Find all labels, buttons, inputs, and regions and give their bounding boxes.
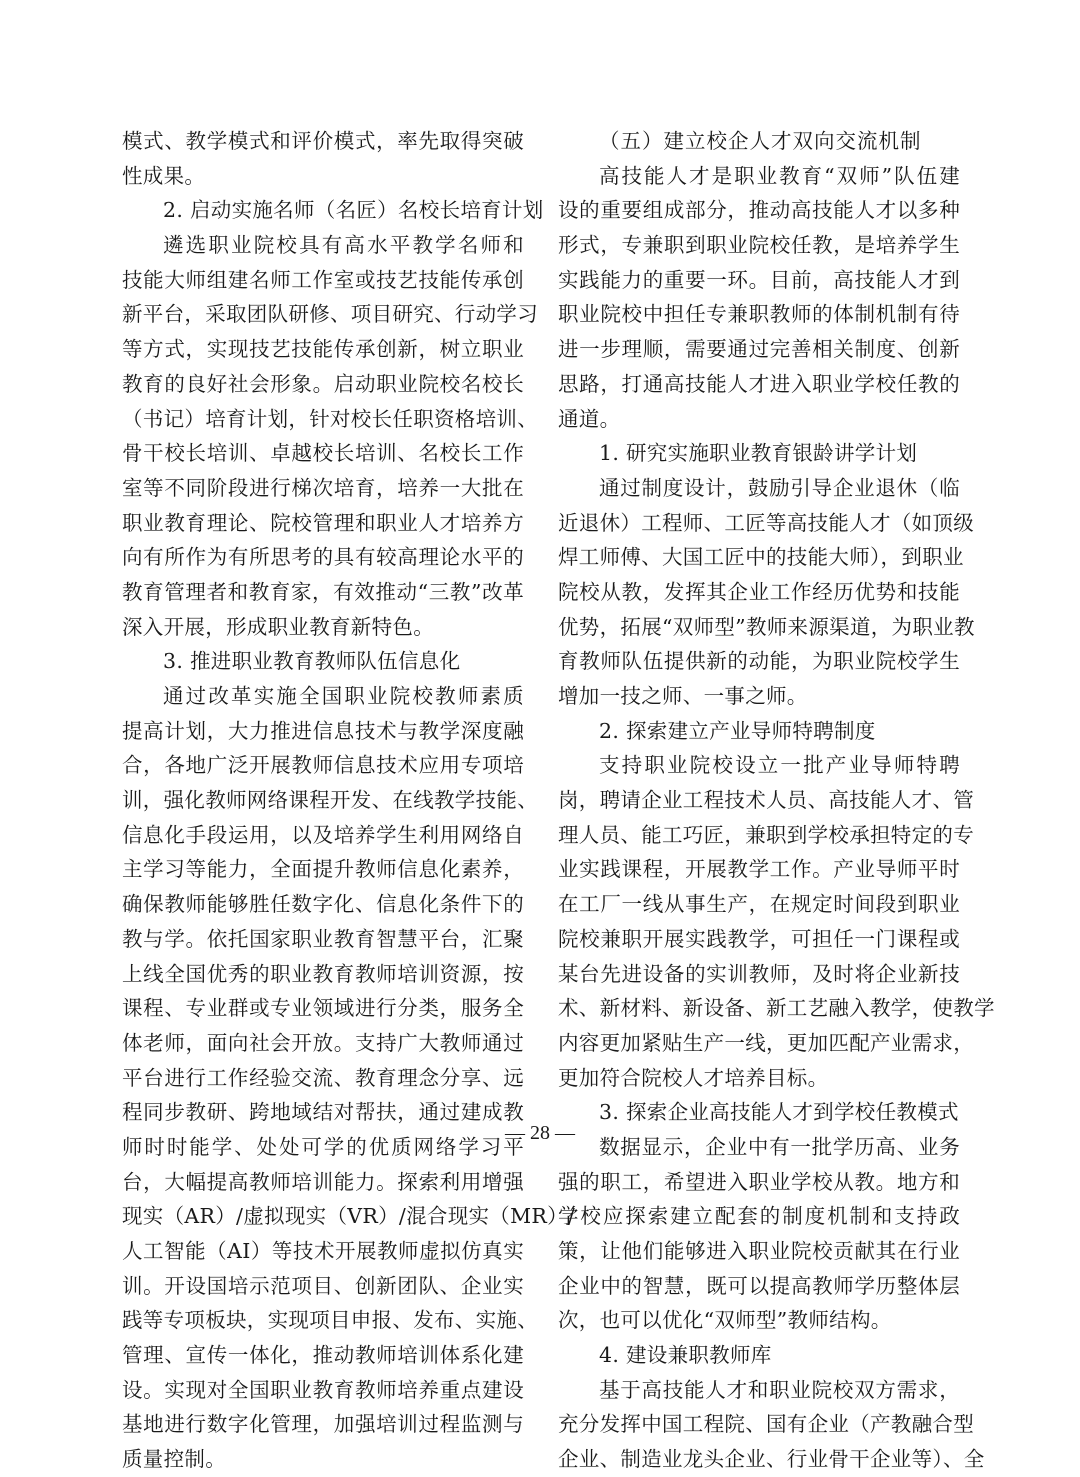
text-line: 设。实现对全国职业教育教师培养重点建设	[122, 1377, 524, 1402]
text-line: 践等专项板块，实现项目申报、发布、实施、	[122, 1308, 538, 1333]
text-line: 体老师，面向社会开放。支持广大教师通过	[122, 1030, 524, 1055]
text-line: 术、新材料、新设备、新工艺融入教学，使教学	[558, 996, 995, 1021]
text-line: 提高计划，大力推进信息技术与教学深度融	[122, 718, 524, 743]
text-line: 现实（AR）/虚拟现实（VR）/混合现实（MR）/	[122, 1204, 576, 1229]
text-line: 新平台，采取团队研修、项目研究、行动学习	[122, 302, 538, 327]
right-column	[558, 124, 995, 1477]
text-line: 人工智能（AI）等技术开展教师虚拟仿真实	[122, 1239, 524, 1263]
text-line: 充分发挥中国工程院、国有企业（产教融合型	[558, 1412, 974, 1437]
text-line: 基于高技能人才和职业院校双方需求，	[599, 1377, 960, 1402]
text-line: 遴选职业院校具有高水平教学名师和	[163, 233, 524, 258]
text-line: 等方式，实现技艺技能传承创新，树立职业	[122, 337, 524, 362]
text-line: 强的职工，希望进入职业学校从教。地方和	[558, 1169, 960, 1194]
text-line: 更加符合院校人才培养目标。	[558, 1065, 829, 1090]
text-line: 技能大师组建名师工作室或技艺技能传承创	[122, 267, 524, 292]
text-line: 企业、制造业龙头企业、行业骨干企业等）、全	[558, 1447, 985, 1472]
text-line: 理人员、能工巧匠，兼职到学校承担特定的专	[558, 822, 974, 847]
text-line: 确保教师能够胜任数字化、信息化条件下的	[122, 892, 524, 917]
text-line: 在工厂一线从事生产，在规定时间段到职业	[558, 892, 960, 917]
text-line: 主学习等能力，全面提升教师信息化素养，	[122, 857, 524, 882]
text-line: 教与学。依托国家职业教育智慧平台，汇聚	[122, 926, 524, 951]
text-line: 训，强化教师网络课程开发、在线教学技能、	[122, 788, 538, 813]
subsection-heading: 2. 启动实施名师（名匠）名校长培育计划	[163, 198, 544, 223]
subsection-heading: 4. 建设兼职教师库	[599, 1343, 772, 1368]
text-line: 实践能力的重要一环。目前，高技能人才到	[558, 267, 960, 292]
text-line: 质量控制。	[122, 1447, 226, 1472]
subsection-heading: 3. 推进职业教育教师队伍信息化	[163, 649, 461, 674]
text-line: 学校应探索建立配套的制度机制和支持政	[558, 1204, 960, 1229]
text-line: 焊工师傅、大国工匠中的技能大师），到职业	[558, 545, 964, 570]
text-line: 模式、教学模式和评价模式，率先取得突破	[122, 129, 524, 153]
text-line: 教育管理者和教育家，有效推动“三教”改革	[122, 579, 524, 604]
text-line: 增加一技之师、一事之师。	[558, 684, 808, 708]
text-line: 通过制度设计，鼓励引导企业退休（临	[599, 475, 960, 500]
page-number: — 28 —	[505, 1122, 575, 1144]
text-line: 近退休）工程师、工匠等高技能人才（如顶级	[558, 510, 974, 535]
text-line: 合，各地广泛开展教师信息技术应用专项培	[122, 753, 524, 778]
text-line: 基地进行数字化管理，加强培训过程监测与	[122, 1412, 524, 1437]
text-line: 育教师队伍提供新的动能，为职业院校学生	[558, 649, 960, 674]
text-line: 室等不同阶段进行梯次培育，培养一大批在	[122, 475, 524, 500]
text-line: 院校兼职开展实践教学，可担任一门课程或	[558, 926, 960, 951]
text-line: 课程、专业群或专业领域进行分类，服务全	[122, 996, 524, 1021]
text-line: 通道。	[558, 406, 621, 431]
text-line: 进一步理顺，需要通过完善相关制度、创新	[558, 337, 960, 362]
text-line: 教育的良好社会形象。启动职业院校名校长	[122, 371, 524, 396]
text-line: 高技能人才是职业教育“双师”队伍建	[599, 163, 960, 188]
text-line: 次，也可以优化“双师型”教师结构。	[558, 1308, 892, 1333]
text-line: 职业教育理论、院校管理和职业人才培养方	[122, 510, 524, 535]
section-heading: （五）建立校企人才双向交流机制	[599, 129, 922, 153]
text-line: 优势，拓展“双师型”教师来源渠道，为职业教	[558, 614, 975, 639]
text-line: （书记）培育计划，针对校长任职资格培训、	[122, 406, 538, 431]
subsection-heading: 3. 探索企业高技能人才到学校任教模式	[599, 1100, 959, 1125]
text-line: 内容更加紧贴生产一线，更加匹配产业需求，	[558, 1030, 974, 1055]
text-line: 支持职业院校设立一批产业导师特聘	[599, 753, 960, 778]
text-line: 训。开设国培示范项目、创新团队、企业实	[122, 1273, 524, 1298]
text-line: 数据显示，企业中有一批学历高、业务	[599, 1134, 960, 1159]
text-line: 管理、宣传一体化，推动教师培训体系化建	[122, 1343, 524, 1368]
text-line: 上线全国优秀的职业教育教师培训资源，按	[122, 961, 524, 986]
text-line: 形式，专兼职到职业院校任教，是培养学生	[558, 233, 960, 258]
subsection-heading: 2. 探索建立产业导师特聘制度	[599, 718, 876, 743]
text-line: 程同步教研、跨地域结对帮扶，通过建成教	[122, 1100, 524, 1125]
text-line: 职业院校中担任专兼职教师的体制机制有待	[558, 302, 960, 327]
text-line: 企业中的智慧，既可以提高教师学历整体层	[558, 1273, 960, 1298]
text-line: 岗，聘请企业工程技术人员、高技能人才、管	[558, 788, 974, 813]
text-line: 院校从教，发挥其企业工作经历优势和技能	[558, 579, 960, 604]
text-line: 平台进行工作经验交流、教育理念分享、远	[122, 1065, 524, 1090]
text-line: 向有所作为有所思考的具有较高理论水平的	[122, 545, 524, 570]
text-line: 设的重要组成部分，推动高技能人才以多种	[558, 198, 960, 223]
text-line: 性成果。	[122, 163, 206, 188]
text-line: 某台先进设备的实训教师，及时将企业新技	[558, 961, 960, 986]
text-line: 业实践课程，开展教学工作。产业导师平时	[558, 857, 960, 882]
text-line: 思路，打通高技能人才进入职业学校任教的	[558, 371, 960, 396]
text-line: 师时时能学、处处可学的优质网络学习平	[122, 1134, 524, 1159]
text-line: 深入开展，形成职业教育新特色。	[122, 614, 434, 639]
text-line: 策，让他们能够进入职业院校贡献其在行业	[558, 1239, 960, 1263]
text-line: 台，大幅提高教师培训能力。探索利用增强	[122, 1169, 524, 1194]
text-line: 骨干校长培训、卓越校长培训、名校长工作	[122, 441, 524, 466]
text-line: 通过改革实施全国职业院校教师素质	[163, 684, 524, 708]
subsection-heading: 1. 研究实施职业教育银龄讲学计划	[599, 441, 918, 466]
text-line: 信息化手段运用，以及培养学生利用网络自	[122, 822, 524, 847]
